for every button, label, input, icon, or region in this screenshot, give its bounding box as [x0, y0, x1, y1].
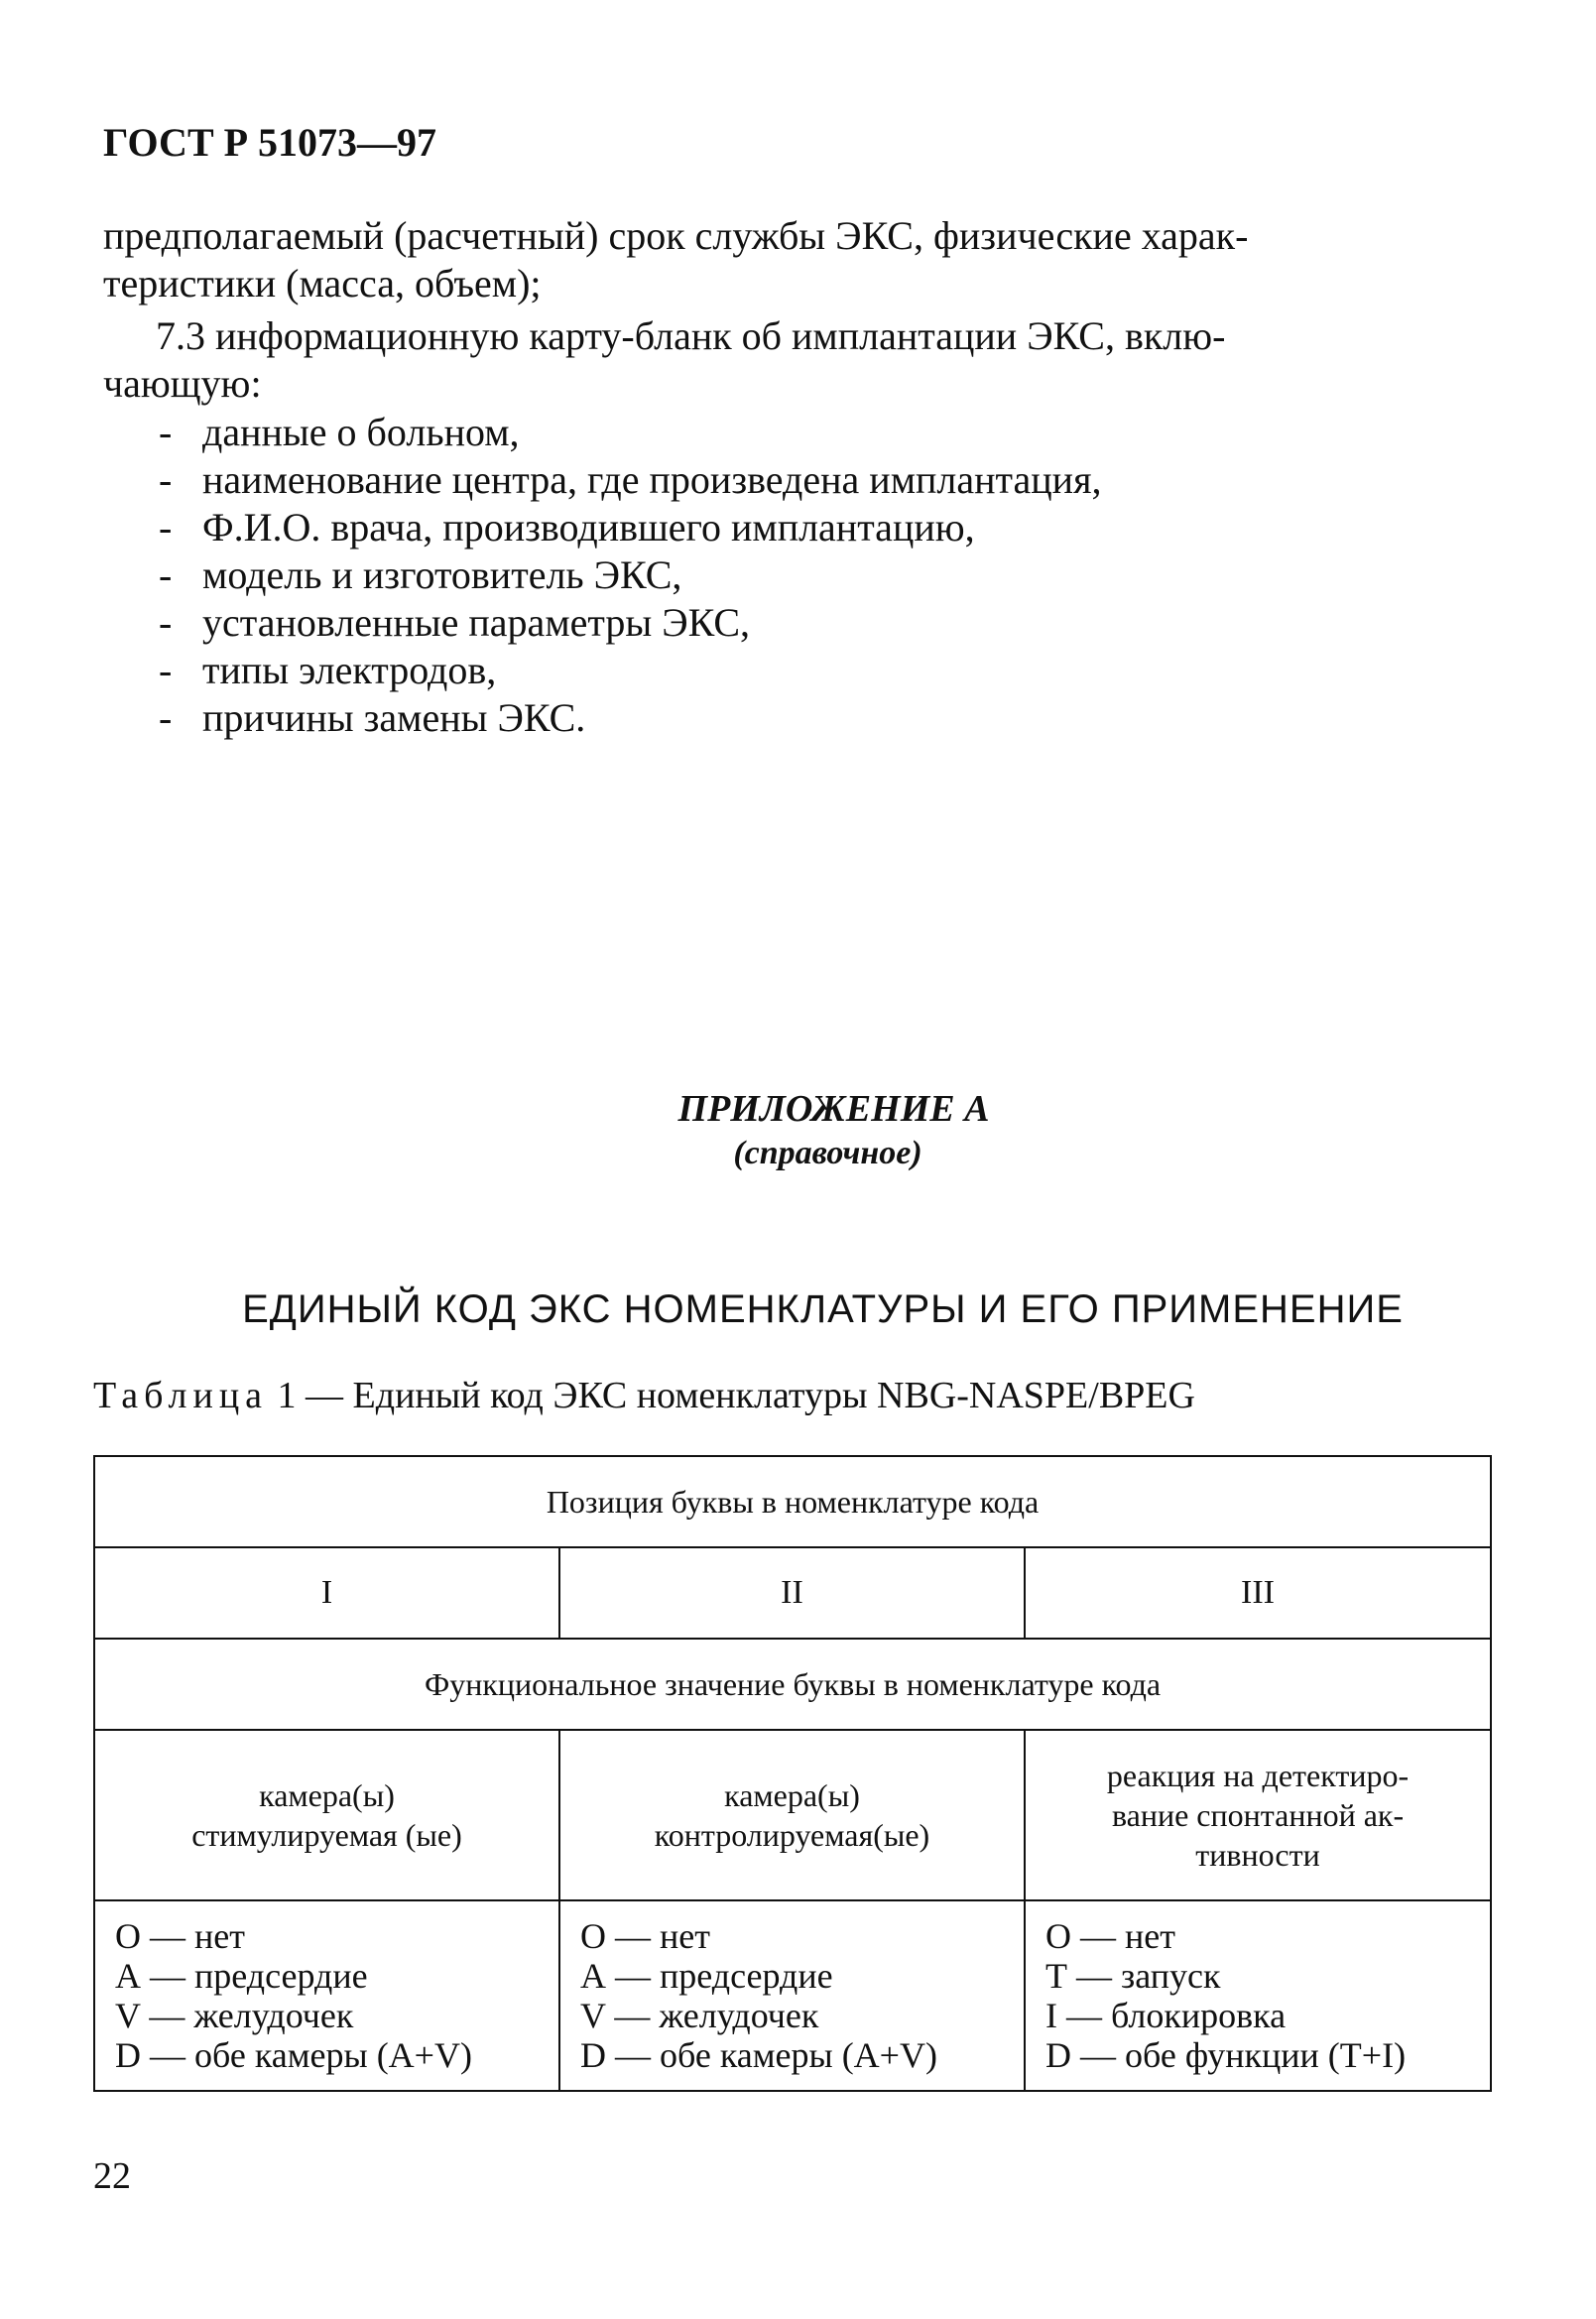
description-line: реакция на детектиро-: [1106, 1758, 1410, 1793]
value-line: А — предсердие: [115, 1956, 368, 1996]
roman-cell: I: [94, 1547, 559, 1639]
table-caption: [93, 1374, 1195, 1417]
description-line: контролируемая(ые): [654, 1817, 930, 1853]
value-line: А — предсердие: [580, 1956, 833, 1996]
table-row: [94, 1730, 1491, 1900]
body-text-line-4: чающую:: [103, 361, 262, 406]
roman-cell: II: [559, 1547, 1025, 1639]
list-item: - данные о больном,: [159, 410, 520, 454]
body-text-line-3: 7.3 информационную карту-бланк об имплантации ЭКС, вклю-: [156, 313, 1226, 358]
function-header-cell: Функциональное значение буквы в номенклатуре кода: [94, 1639, 1491, 1730]
values-cell: [559, 1900, 1025, 2091]
value-line: V — желудочек: [580, 1996, 819, 2035]
list-item: - причины замены ЭКС.: [159, 695, 586, 740]
value-line: О — нет: [115, 1916, 245, 1956]
description-line: тивности: [1195, 1837, 1320, 1873]
description-line: стимулируемая (ые): [191, 1817, 462, 1853]
description-cell: [94, 1730, 559, 1900]
section-title: ЕДИНЫЙ КОД ЭКС НОМЕНКЛАТУРЫ И ЕГО ПРИМЕНЕНИЕ: [242, 1287, 1404, 1331]
value-line: D — обе камеры (А+V): [115, 2035, 472, 2075]
document-code-header: ГОСТ Р 51073—97: [103, 120, 437, 165]
value-line: О — нет: [1045, 1916, 1175, 1956]
description-line: вание спонтанной ак-: [1111, 1797, 1405, 1833]
table-row: [94, 1639, 1491, 1730]
list-item: - наименование центра, где произведена имплантация,: [159, 457, 1102, 502]
body-text-line-1: предполагаемый (расчетный) срок службы ЭКС, физические харак-: [103, 213, 1249, 258]
code-table: [93, 1455, 1492, 2092]
card-contents-list: [159, 409, 1101, 742]
description-cell: [559, 1730, 1025, 1900]
table-caption-word: Таблица: [93, 1375, 269, 1416]
table-row: [94, 1547, 1491, 1639]
value-line: V — желудочек: [115, 1996, 354, 2035]
value-line: О — нет: [580, 1916, 710, 1956]
values-cell: [94, 1900, 559, 2091]
list-item: - модель и изготовитель ЭКС,: [159, 552, 682, 597]
table-row: [94, 1456, 1491, 1547]
list-item: - установленные параметры ЭКС,: [159, 600, 750, 645]
value-line: Т — запуск: [1045, 1956, 1221, 1996]
body-text-line-2: теристики (масса, объем);: [103, 261, 542, 305]
values-cell: [1025, 1900, 1491, 2091]
roman-cell: III: [1025, 1547, 1491, 1639]
description-cell: [1025, 1730, 1491, 1900]
table-caption-text: 1 — Единый код ЭКС номенклатуры NBG-NASPE/BPEG: [277, 1375, 1195, 1416]
value-line: D — обе функции (Т+I): [1045, 2035, 1407, 2075]
table-row: [94, 1900, 1491, 2091]
appendix-subtitle: (справочное): [733, 1135, 922, 1171]
position-header-cell: Позиция буквы в номенклатуре кода: [94, 1456, 1491, 1547]
description-line: камера(ы): [259, 1777, 395, 1813]
description-line: камера(ы): [724, 1777, 860, 1813]
list-item: - типы электродов,: [159, 648, 497, 692]
value-line: D — обе камеры (А+V): [580, 2035, 937, 2075]
list-item: - Ф.И.О. врача, производившего имплантацию,: [159, 505, 975, 549]
appendix-title: ПРИЛОЖЕНИЕ А: [677, 1088, 990, 1130]
page-number: 22: [93, 2155, 131, 2197]
value-line: I — блокировка: [1045, 1996, 1287, 2035]
